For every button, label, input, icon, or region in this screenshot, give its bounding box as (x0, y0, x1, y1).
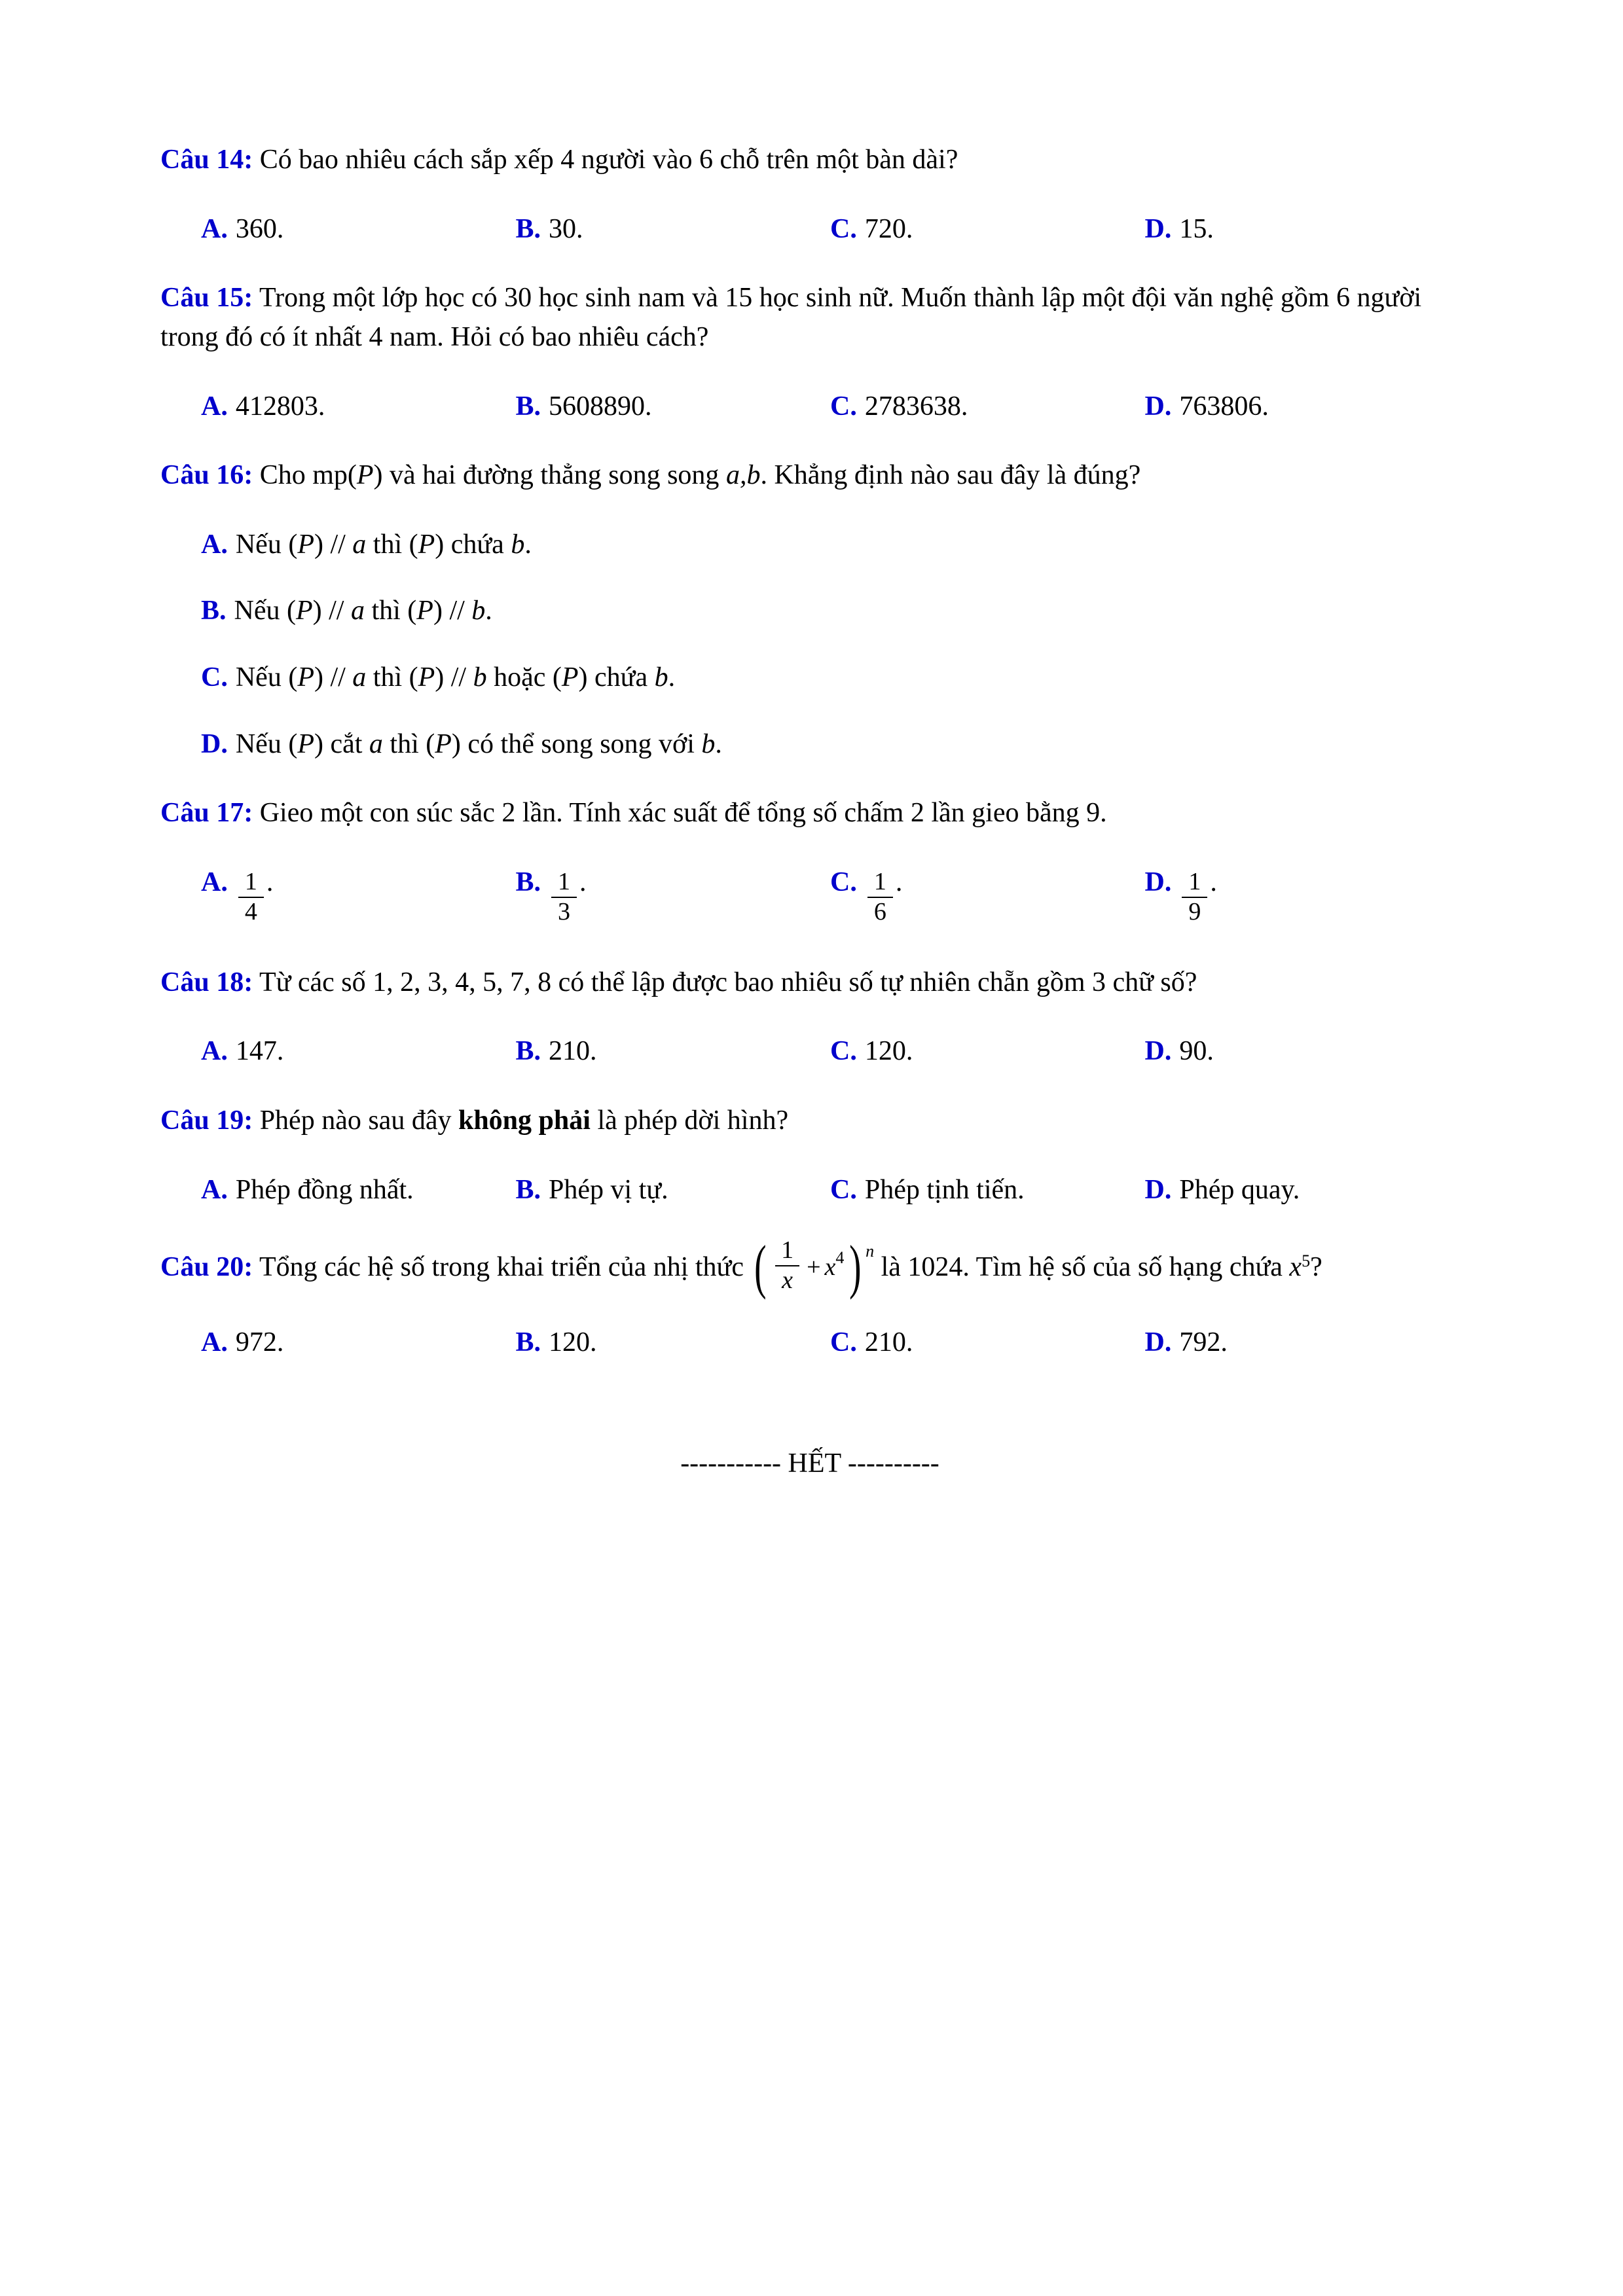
question-17-options (160, 863, 1459, 927)
option-16-d-text: Nếu (P) cắt a thì (P) có thể song song với b. (235, 728, 722, 759)
option-15-b-label: B. (515, 391, 541, 422)
option-20-a[interactable] (201, 1323, 516, 1363)
option-19-c-label: C. (830, 1174, 857, 1205)
option-19-c[interactable] (830, 1171, 1145, 1210)
option-15-d[interactable] (1145, 387, 1460, 427)
option-15-c-label: C. (830, 391, 857, 422)
option-17-a-tail: . (266, 867, 274, 897)
option-20-c-text: 210. (864, 1327, 913, 1358)
expr-outer-exponent: n (866, 1241, 875, 1261)
option-17-d-fraction: $\frac{1}{9}$ (1182, 869, 1207, 925)
option-20-d-label: D. (1144, 1327, 1172, 1358)
option-18-a-label: A. (201, 1036, 228, 1067)
option-17-b-label: B. (515, 867, 541, 897)
option-18-b[interactable] (516, 1032, 831, 1071)
option-20-b-label: B. (515, 1327, 541, 1358)
option-14-a-label: A. (201, 213, 228, 244)
question-20 (160, 1232, 1459, 1300)
question-15-label: Câu 15: (160, 283, 253, 314)
question-18-label: Câu 18: (160, 967, 253, 997)
question-15-options (160, 387, 1459, 427)
expr-var-exponent: 4 (835, 1247, 845, 1267)
question-16-options (160, 526, 1459, 764)
option-14-c-label: C. (830, 213, 857, 244)
option-15-b[interactable] (516, 387, 831, 427)
option-16-b-label: B. (201, 596, 227, 626)
question-14-stem: Có bao nhiêu cách sắp xếp 4 người vào 6 chỗ trên một bàn dài? (259, 145, 958, 175)
option-16-b[interactable] (201, 592, 1459, 631)
option-19-a-text: Phép đồng nhất. (235, 1174, 414, 1205)
option-19-d-label: D. (1144, 1174, 1172, 1205)
option-17-c-label: C. (830, 867, 857, 897)
question-17 (160, 794, 1459, 833)
option-16-a[interactable] (201, 526, 1459, 565)
option-16-a-label: A. (201, 529, 228, 560)
option-14-c-text: 720. (864, 213, 913, 244)
question-18-options (160, 1032, 1459, 1071)
question-14-label: Câu 14: (160, 145, 253, 175)
option-16-d[interactable] (201, 725, 1459, 764)
question-17-stem: Gieo một con súc sắc 2 lần. Tính xác suất để tổng số chấm 2 lần gieo bằng 9. (259, 798, 1107, 829)
question-16-stem-part2: ) và hai đường thẳng song song (373, 460, 726, 491)
option-17-a-fraction: $\frac{1}{4}$ (238, 869, 264, 925)
option-19-a[interactable] (201, 1171, 516, 1210)
option-15-a[interactable] (201, 387, 516, 427)
option-19-d[interactable] (1145, 1171, 1460, 1210)
question-20-stem-mid: là 1024. Tìm hệ số của số hạng chứa (874, 1252, 1290, 1283)
question-20-stem-post: ? (1310, 1252, 1322, 1283)
option-19-a-label: A. (201, 1174, 228, 1205)
option-14-a-text: 360. (235, 213, 284, 244)
option-15-a-text: 412803. (235, 391, 325, 422)
option-20-d-text: 792. (1179, 1327, 1228, 1358)
option-15-c-text: 2783638. (864, 391, 968, 422)
option-14-d[interactable] (1145, 210, 1460, 249)
option-14-d-label: D. (1144, 213, 1172, 244)
option-19-b[interactable] (516, 1171, 831, 1210)
option-18-b-text: 210. (549, 1036, 597, 1067)
question-16-stem-part3: . Khẳng định nào sau đây là đúng? (760, 460, 1141, 491)
question-19-stem-emphasis: không phải (458, 1105, 591, 1136)
option-20-a-label: A. (201, 1327, 228, 1358)
question-14 (160, 141, 1459, 180)
option-20-c-label: C. (830, 1327, 857, 1358)
option-14-c[interactable] (830, 210, 1145, 249)
option-15-b-text: 5608890. (549, 391, 652, 422)
option-16-c-label: C. (201, 662, 228, 692)
question-20-binomial-expression (750, 1232, 875, 1300)
option-19-d-text: Phép quay. (1179, 1174, 1300, 1205)
option-16-a-text: Nếu (P) // a thì (P) chứa b. (235, 529, 532, 560)
question-16-stem-part1: Cho mp( (259, 460, 357, 491)
question-19-stem-post: là phép dời hình? (590, 1105, 789, 1136)
question-18-stem: Từ các số 1, 2, 3, 4, 5, 7, 8 có thể lập được bao nhiêu số tự nhiên chẵn gồm 3 chữ số? (259, 967, 1197, 997)
option-18-d-label: D. (1144, 1036, 1172, 1067)
question-16 (160, 456, 1459, 495)
question-14-options (160, 210, 1459, 249)
option-17-d-tail: . (1210, 867, 1217, 897)
question-16-stem-var-ab: a,b (725, 460, 761, 491)
question-20-stem-var-exponent: 5 (1302, 1251, 1311, 1271)
option-17-a-label: A. (201, 867, 228, 897)
option-17-b[interactable] (516, 863, 831, 927)
question-20-options (160, 1323, 1459, 1363)
option-18-d-text: 90. (1179, 1036, 1214, 1067)
option-17-c-fraction: $\frac{1}{6}$ (867, 869, 893, 925)
question-16-stem-var-p: P (356, 460, 374, 491)
option-17-c-tail: . (895, 867, 903, 897)
option-17-c[interactable] (830, 863, 1145, 927)
option-16-c-text: Nếu (P) // a thì (P) // b hoặc (P) chứa b. (235, 662, 676, 692)
expr-var: x (824, 1253, 836, 1281)
question-19 (160, 1102, 1459, 1141)
option-20-d[interactable] (1145, 1323, 1460, 1363)
option-17-a[interactable] (201, 863, 516, 927)
option-15-d-label: D. (1144, 391, 1172, 422)
option-14-b[interactable] (516, 210, 831, 249)
question-20-stem-pre: Tổng các hệ số trong khai triển của nhị thức (259, 1252, 751, 1283)
option-15-c[interactable] (830, 387, 1145, 427)
question-20-stem-var: x (1289, 1252, 1302, 1283)
option-14-a[interactable] (201, 210, 516, 249)
question-20-label: Câu 20: (160, 1252, 253, 1283)
option-20-b[interactable] (516, 1323, 831, 1363)
question-17-label: Câu 17: (160, 798, 253, 829)
question-18 (160, 963, 1459, 1003)
option-14-d-text: 15. (1179, 213, 1214, 244)
question-20-fraction: $\frac{1}{x}$ (775, 1238, 800, 1294)
option-20-b-text: 120. (549, 1327, 597, 1358)
option-18-c-text: 120. (864, 1036, 913, 1067)
option-17-b-fraction: $\frac{1}{3}$ (551, 869, 577, 925)
option-18-c[interactable] (830, 1032, 1145, 1071)
option-19-b-text: Phép vị tự. (549, 1174, 668, 1205)
option-18-a-text: 147. (235, 1036, 284, 1067)
open-paren: ( (754, 1232, 767, 1300)
option-16-c[interactable] (201, 658, 1459, 698)
option-17-b-tail: . (579, 867, 587, 897)
option-15-a-label: A. (201, 391, 228, 422)
option-15-d-text: 763806. (1179, 391, 1269, 422)
question-16-label: Câu 16: (160, 460, 253, 491)
question-19-options (160, 1171, 1459, 1210)
option-16-d-label: D. (201, 728, 228, 759)
option-17-d-label: D. (1144, 867, 1172, 897)
option-19-b-label: B. (515, 1174, 541, 1205)
option-14-b-label: B. (515, 213, 541, 244)
option-18-a[interactable] (201, 1032, 516, 1071)
question-15-stem: Trong một lớp học có 30 học sinh nam và 15 học sinh nữ. Muốn thành lập một đội văn nghệ gồm 6 người trong đó có ít nhất 4 nam. Hỏi có bao nhiêu cách? (160, 283, 1422, 352)
close-paren: ) (849, 1232, 862, 1300)
option-17-d[interactable] (1145, 863, 1460, 927)
question-15 (160, 279, 1459, 357)
option-14-b-text: 30. (549, 213, 583, 244)
option-18-c-label: C. (830, 1036, 857, 1067)
option-18-b-label: B. (515, 1036, 541, 1067)
question-19-stem-pre: Phép nào sau đây (259, 1105, 458, 1136)
document-footer: ----------- HẾT ---------- (680, 1448, 939, 1479)
plus-sign: + (807, 1253, 821, 1281)
question-19-label: Câu 19: (160, 1105, 253, 1136)
option-20-a-text: 972. (235, 1327, 284, 1358)
option-20-c[interactable] (830, 1323, 1145, 1363)
option-18-d[interactable] (1145, 1032, 1460, 1071)
option-19-c-text: Phép tịnh tiến. (864, 1174, 1025, 1205)
option-16-b-text: Nếu (P) // a thì (P) // b. (234, 596, 492, 626)
